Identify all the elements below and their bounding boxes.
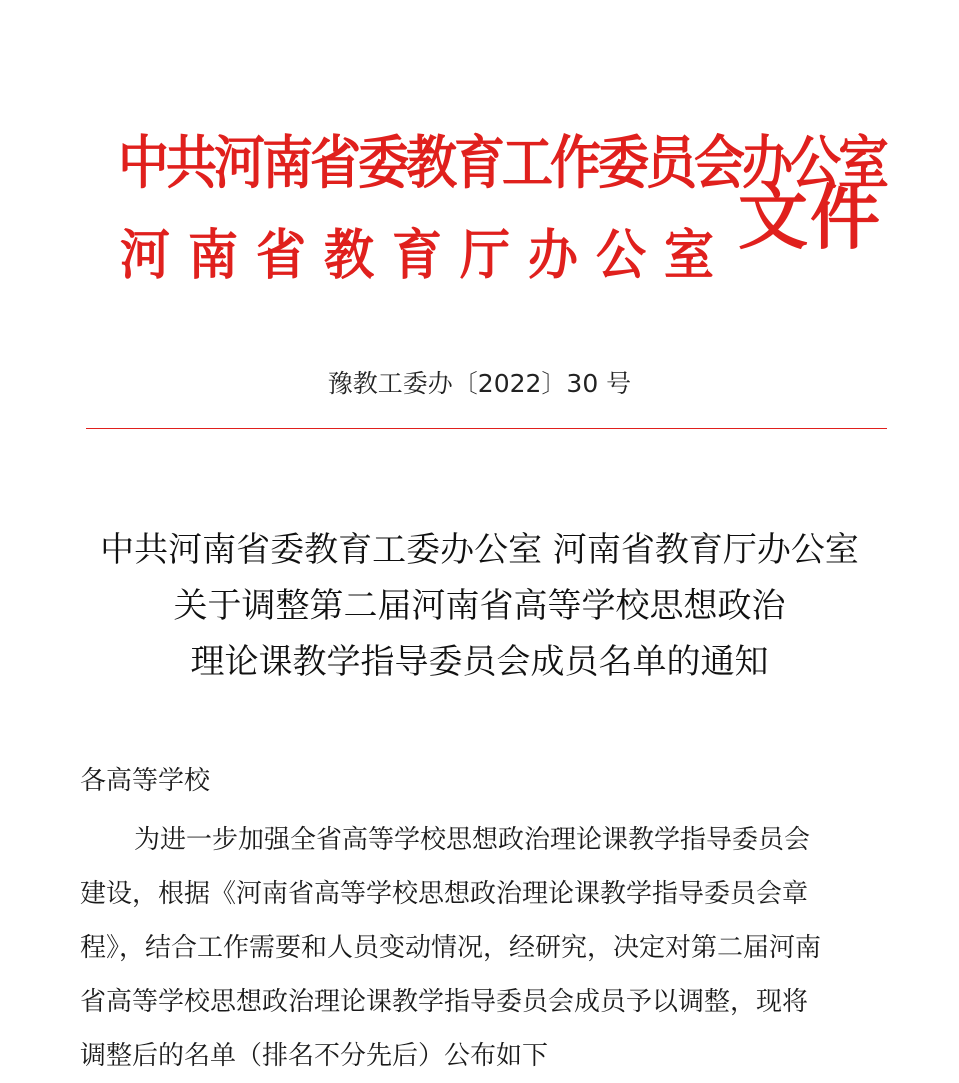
document-number: 豫教工委办〔2022〕30 号: [327, 369, 632, 398]
title-line-1: 中共河南省委教育工委办公室 河南省教育厅办公室: [100, 530, 859, 570]
red-divider-line: [86, 428, 887, 429]
body-paragraph: [80, 813, 902, 1083]
title-line-2: 关于调整第二届河南省高等学校思想政治: [173, 586, 786, 626]
body-line-5: 调整后的名单（排名不分先后）公布如下: [80, 1041, 549, 1071]
body-line-2: 建设，根据《河南省高等学校思想政治理论课教学指导委员会章: [80, 879, 809, 909]
title-line-3: 理论课教学指导委员会成员名单的通知: [190, 642, 769, 682]
masthead-issuer-line-1: 中共河南省委教育工作委员会办公室: [118, 131, 887, 198]
salutation: 各高等学校: [80, 766, 211, 796]
document-title: [0, 522, 959, 690]
body-line-4: 省高等学校思想政治理论课教学指导委员会成员予以调整，现将: [80, 987, 809, 1017]
masthead-issuer-line-2: 河南省教育厅办公室: [120, 223, 732, 287]
masthead-suffix: 文件: [738, 177, 882, 259]
document-masthead: [118, 120, 887, 300]
body-line-1: 为进一步加强全省高等学校思想政治理论课教学指导委员会: [134, 825, 811, 855]
body-line-3: 程》，结合工作需要和人员变动情况，经研究，决定对第二届河南: [80, 933, 822, 963]
